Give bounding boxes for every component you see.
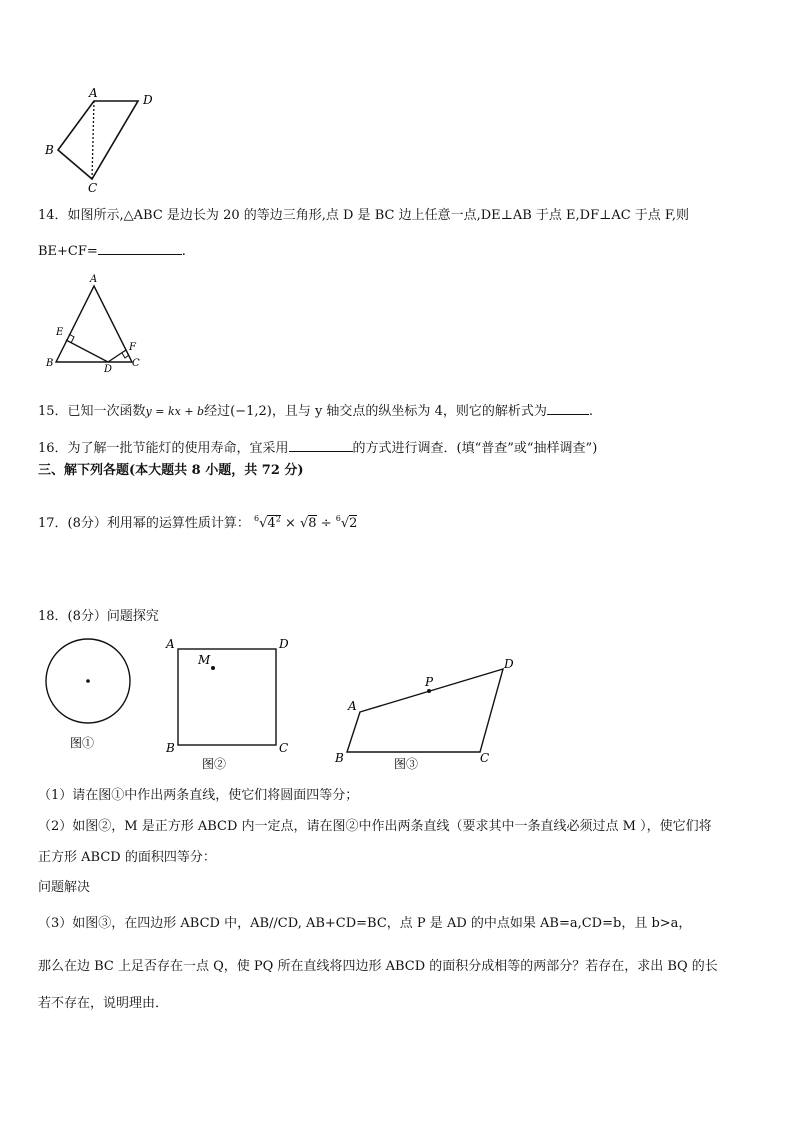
q15-prefix: 15．已知一次函数: [38, 404, 146, 419]
q14-answer-suffix: .: [181, 244, 186, 259]
q14-answer-blank[interactable]: [98, 240, 182, 255]
q17-radical-1: √: [259, 516, 268, 531]
q17-text: 17．(8分）利用幂的运算性质计算：: [38, 516, 250, 531]
quad-label-d: D: [143, 93, 153, 107]
tq-label-b: B: [335, 751, 344, 765]
tri-label-b: B: [46, 358, 54, 369]
tri-label-c: C: [132, 358, 140, 369]
sq-label-c: C: [279, 741, 289, 755]
quad-outline: [58, 101, 138, 179]
q14-line1: 14．如图所示,△ABC 是边长为 20 的等边三角形,点 D 是 BC 边上任意一点,DE⊥AB 于点 E,DF⊥AC 于点 F,则: [38, 208, 690, 223]
q15-suffix: ，且与 y 轴交点的纵坐标为 4，则它的解析式为: [271, 404, 547, 419]
q17-expression: [254, 510, 357, 533]
q17-radical-2: √: [299, 516, 309, 531]
quad-label-b: B: [45, 143, 54, 157]
q17-radicand-3: 2: [349, 516, 358, 531]
q18-part3-line2: 那么在边 BC 上足否存在一点 Q，使 PQ 所在直线将四边形 ABCD 的面积分成相等的两部分？若存在，求出 BQ 的长: [38, 959, 718, 974]
figure-3-caption: 图③: [394, 757, 419, 771]
sq-label-m: M: [198, 653, 211, 667]
tq-label-p: P: [425, 675, 434, 689]
q17-radicand-1: $4^2$: [267, 514, 281, 531]
q18-part2-line1: （2）如图②，M 是正方形 ABCD 内一定点，请在图②中作出两条直线（要求其中一条直线必须过点 M ），使它们将: [38, 819, 712, 834]
q16-prefix: 16．为了解一批节能灯的使用寿命，宜采用: [38, 441, 289, 456]
square-outline: [178, 649, 276, 745]
q18-subheading: 问题解决: [38, 880, 91, 895]
q17-radical-3: √: [340, 516, 350, 531]
triangle-figure: [40, 272, 150, 378]
triangle-segment-de: [66, 340, 108, 362]
figure-1-circle: [40, 638, 140, 758]
q18-part1: （1）请在图①中作出两条直线，使它们将圆面四等分；: [38, 788, 359, 803]
q17-times: ×: [284, 516, 296, 531]
q17-divide: ÷: [320, 516, 332, 531]
q15-line: [38, 400, 593, 421]
q15-mid: 经过: [204, 404, 231, 419]
tq-label-a: A: [348, 699, 357, 713]
q18-part3-line1: （3）如图③，在四边形 ABCD 中，AB//CD, AB+CD=BC，点 P 是 AD 的中点如果 AB=a,CD=b，且 b>a，: [38, 916, 692, 931]
q14-line2: [38, 240, 186, 261]
tq-label-c: C: [480, 751, 490, 765]
quad-label-a: A: [89, 86, 98, 100]
sq-label-a: A: [166, 637, 175, 651]
circle-center-dot: [86, 679, 90, 683]
sq-label-b: B: [166, 741, 175, 755]
q17-line: [38, 510, 357, 533]
tq-label-d: D: [504, 657, 514, 671]
q18-part2-line2: 正方形 ABCD 的面积四等分：: [38, 850, 216, 865]
point-p-dot: [427, 689, 431, 693]
figure-1-caption: 图①: [70, 736, 95, 750]
q17-radicand-2: 8: [308, 516, 317, 531]
point-m-dot: [211, 666, 215, 670]
q17-root-index-1: 6: [254, 514, 260, 523]
q18-part3-line3: 若不存在，说明理由．: [38, 996, 169, 1011]
quad-diagonal-ac: [92, 101, 94, 179]
sq-label-d: D: [279, 637, 289, 651]
quadrilateral-figure: [40, 84, 170, 196]
q16-answer-blank[interactable]: [289, 437, 353, 452]
q15-point: (−1,2): [230, 404, 272, 419]
q14-answer-prefix: BE+CF=: [38, 244, 98, 259]
q15-end: .: [588, 404, 593, 419]
q18-title: 18．(8分）问题探究: [38, 609, 159, 624]
q16-line: [38, 437, 597, 458]
tri-label-f: F: [129, 342, 136, 353]
q17-root-index-3: 6: [335, 514, 341, 523]
triangle-outline: [56, 286, 132, 362]
tri-label-a: A: [90, 274, 98, 285]
section-3-heading: 三、解下列各题(本大题共 8 小题，共 72 分): [38, 463, 304, 478]
tri-label-e: E: [56, 327, 64, 338]
quad-label-c: C: [88, 181, 98, 195]
q15-formula: y = kx + b: [145, 405, 205, 418]
tri-label-d: D: [104, 364, 113, 375]
figure-2-square: [160, 632, 300, 772]
q15-answer-blank[interactable]: [547, 400, 589, 415]
figure-2-caption: 图②: [202, 757, 227, 771]
q16-suffix: 的方式进行调查．(填“普查”或“抽样调查”): [352, 441, 598, 456]
figure-3-quadrilateral: [330, 650, 530, 774]
